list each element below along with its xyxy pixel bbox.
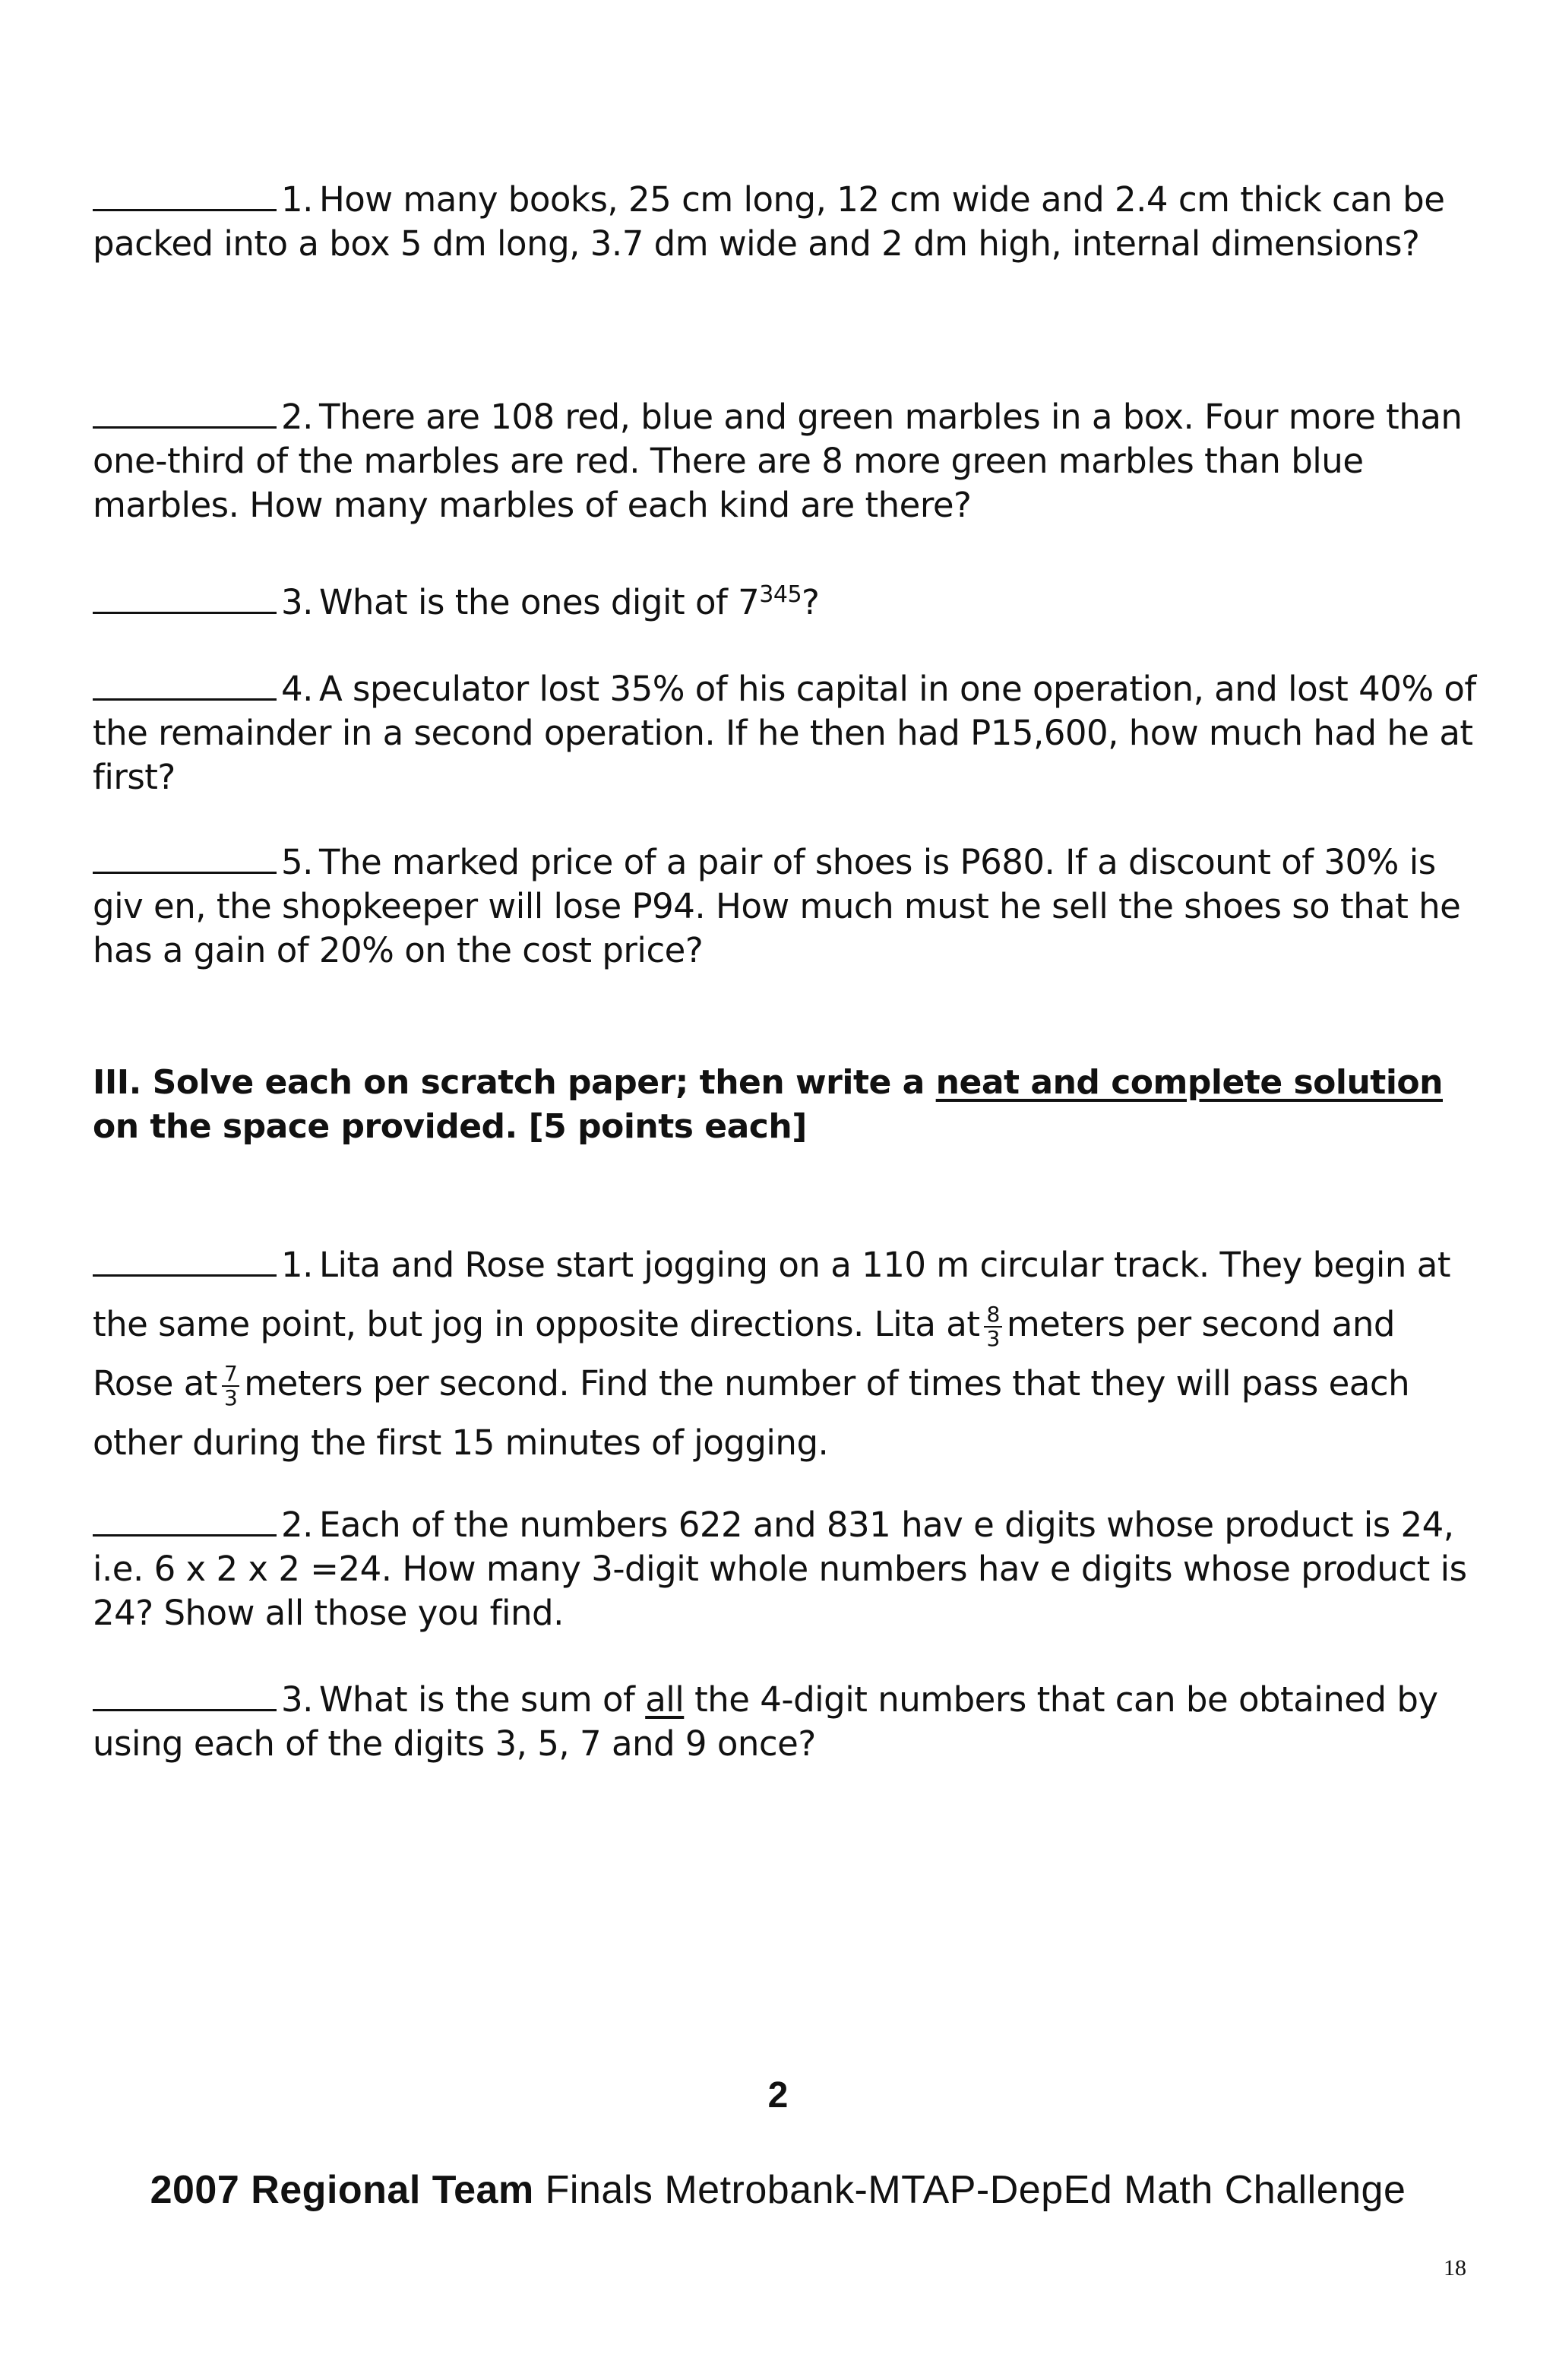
fraction-denominator: 3 [223,1385,238,1410]
problem-text: There are 108 red, blue and green marbles in a box. Four more than one-third of the marbles are red. There are 8 more green marbles than blue marbles. How many marbles of each kind are there? [93,397,1463,525]
problem-2-4 [93,667,1483,799]
footer-title [0,2167,1556,2213]
problem-text-end: ? [802,582,820,622]
problem-text: Lita and Rose start jogging on a 110 m circular track. They begin at the same point, but jog in opposite directions. Lita at [93,1245,1450,1344]
answer-blank[interactable] [93,668,277,701]
fraction-lita-speed [984,1303,1001,1350]
problem-number: 5. [281,842,313,882]
problem-3-2 [93,1503,1483,1635]
section-heading-text-end: on the space provided. [5 points each] [93,1107,807,1146]
answer-blank[interactable] [93,1679,277,1711]
problem-text-mid: meters per second and Rose at [93,1304,1395,1404]
problem-3-3 [93,1678,1483,1766]
fraction-rose-speed [222,1362,239,1410]
sheet-number: 18 [1444,2255,1466,2280]
exponent: 345 [759,581,802,608]
fraction-denominator: 3 [986,1326,1000,1351]
problem-text: A speculator lost 35% of his capital in one operation, and lost 40% of the remainder in a second operation. If he then had P15,600, how much had he at first? [93,669,1476,797]
problem-number: 2. [281,397,313,437]
section-heading [93,1061,1483,1149]
problem-number: 3. [281,1679,313,1720]
section-heading-text: III. Solve each on scratch paper; then write a [93,1063,925,1102]
page-number: 2 [767,2075,789,2116]
problem-text: How many books, 25 cm long, 12 cm wide and 2.4 cm thick can be packed into a box 5 dm long, 3.7 dm wide and 2 dm high, internal dimensions? [93,179,1445,264]
problem-text: Each of the numbers 622 and 831 hav e digits whose product is 24, i.e. 6 x 2 x 2 =24. How many 3-digit whole numbers hav e digits whose product is 24? Show all those you find. [93,1505,1467,1633]
emphasis-all: all [645,1679,685,1720]
problem-2-2 [93,395,1483,527]
problem-text: What is the ones digit of 7 [318,582,760,622]
answer-blank[interactable] [93,581,277,614]
problem-text: The marked price of a pair of shoes is P680. If a discount of 30% is giv en, the shopkeeper will lose P94. How much must he sell the shoes so that he has a gain of 20% on the cost price? [93,842,1461,970]
problem-text: What is the sum of [318,1679,635,1720]
problem-2-1 [93,178,1483,266]
answer-blank[interactable] [93,1244,277,1277]
problem-number: 4. [281,669,313,709]
answer-blank[interactable] [93,179,277,211]
fraction-numerator: 7 [222,1362,239,1387]
answer-blank[interactable] [93,396,277,429]
problem-number: 3. [281,582,313,622]
problem-text-end: meters per second. Find the number of times that they will pass each other during the first 15 minutes of jogging. [93,1363,1410,1463]
answer-blank[interactable] [93,1504,277,1537]
answer-blank[interactable] [93,841,277,874]
problem-3-1 [93,1236,1483,1473]
fraction-numerator: 8 [984,1303,1001,1328]
problem-number: 1. [281,1245,313,1285]
section-heading-emphasis: neat and complete solution [935,1063,1443,1102]
problem-number: 1. [281,179,313,220]
footer-title-bold: 2007 Regional Team [150,2168,534,2212]
problem-text-end: the 4-digit numbers that can be obtained by using each of the digits 3, 5, 7 and 9 once? [93,1679,1438,1764]
footer-title-rest: Finals Metrobank-MTAP-DepEd Math Challenge [545,2168,1406,2212]
problem-2-3 [93,581,1483,625]
problem-number: 2. [281,1505,313,1545]
problem-2-5 [93,840,1483,973]
